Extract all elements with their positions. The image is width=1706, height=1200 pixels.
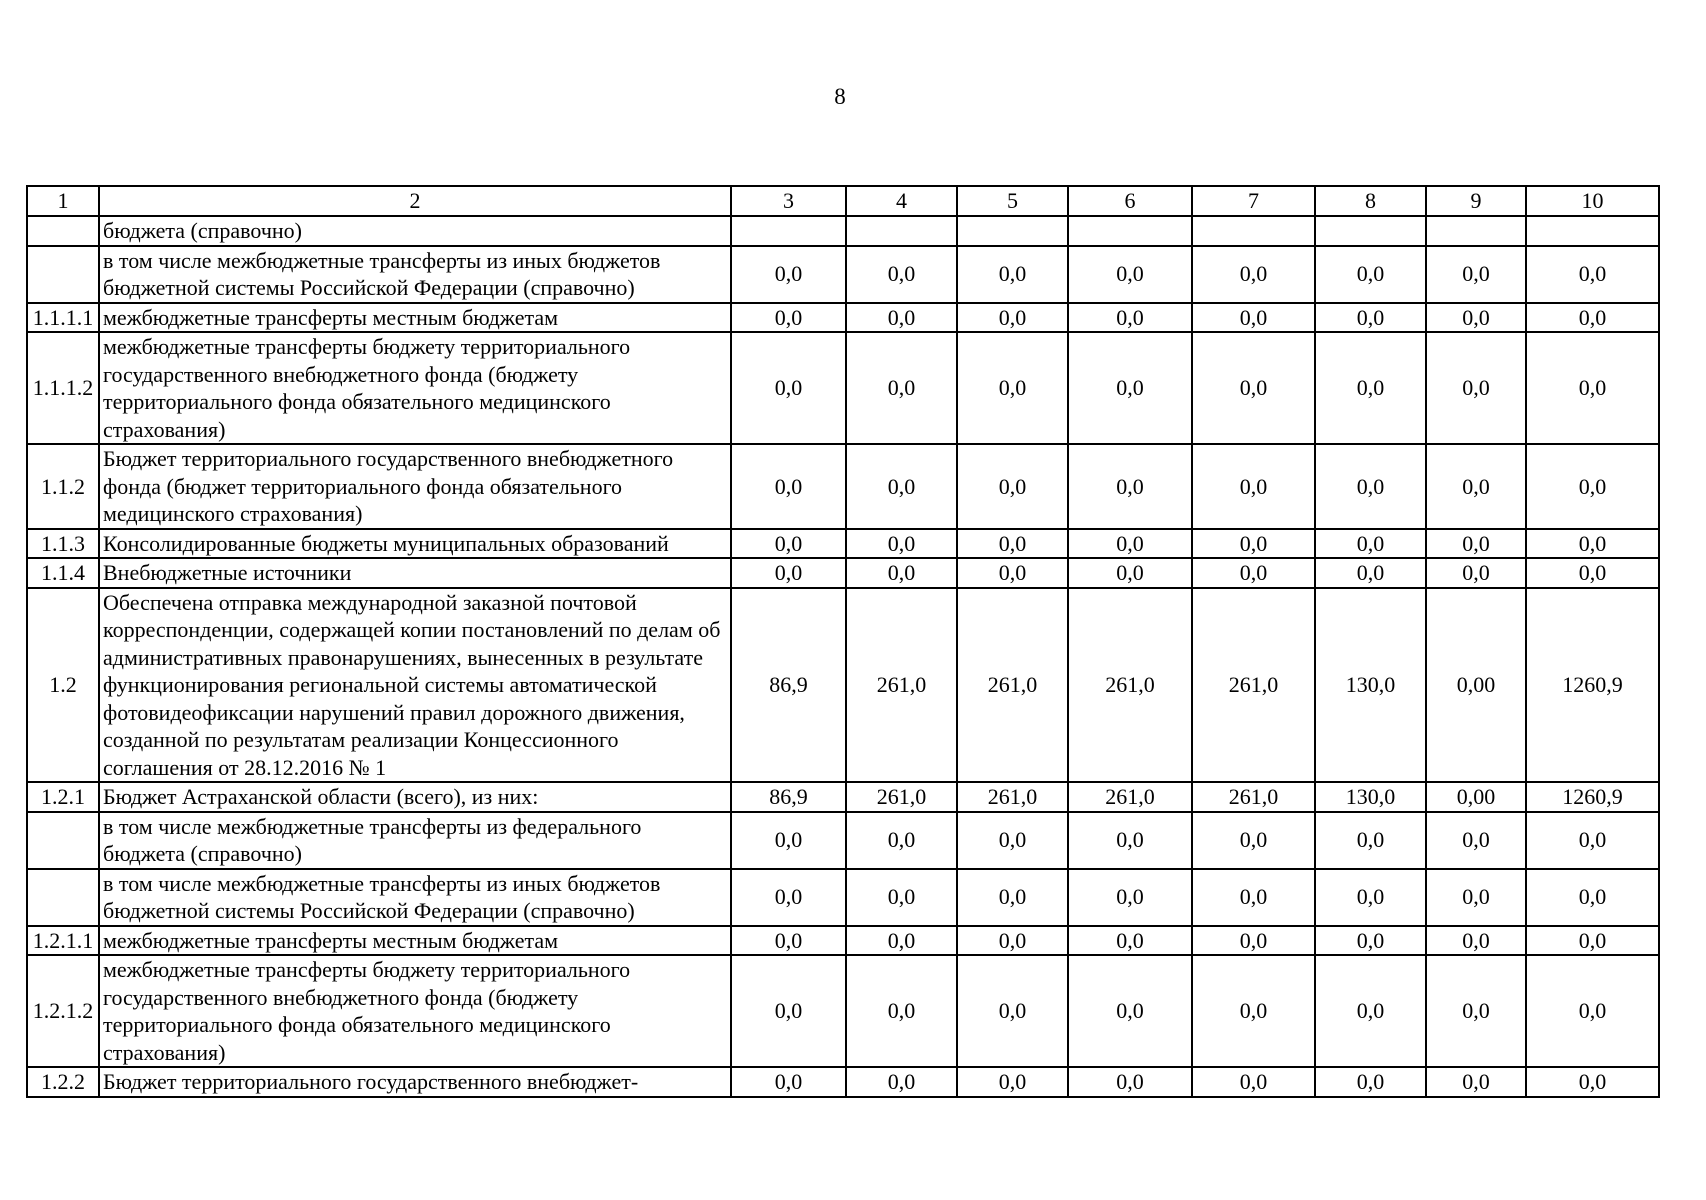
column-header: 9 xyxy=(1426,186,1526,216)
value-cell: 0,0 xyxy=(1426,558,1526,588)
row-code: 1.1.3 xyxy=(27,529,99,559)
value-cell: 0,0 xyxy=(1426,529,1526,559)
value-cell: 0,0 xyxy=(957,869,1068,926)
value-cell: 0,0 xyxy=(1526,529,1659,559)
value-cell: 0,0 xyxy=(731,444,846,529)
column-header: 7 xyxy=(1192,186,1315,216)
row-description: Консолидированные бюджеты муниципальных образований xyxy=(99,529,731,559)
value-cell: 0,0 xyxy=(846,332,957,444)
value-cell: 0,0 xyxy=(1526,812,1659,869)
value-cell: 0,0 xyxy=(1426,332,1526,444)
value-cell: 0,0 xyxy=(846,812,957,869)
value-cell: 0,0 xyxy=(1315,529,1426,559)
row-description: межбюджетные трансферты бюджету территориального государственного внебюджетного фонда (бюджету территориального фонда обязательного медицинского страхования) xyxy=(99,955,731,1067)
value-cell: 0,0 xyxy=(1315,444,1426,529)
value-cell: 0,00 xyxy=(1426,782,1526,812)
row-code xyxy=(27,216,99,246)
row-code: 1.2.1.1 xyxy=(27,926,99,956)
value-cell: 261,0 xyxy=(957,782,1068,812)
value-cell: 0,0 xyxy=(1068,246,1192,303)
value-cell: 130,0 xyxy=(1315,782,1426,812)
value-cell: 261,0 xyxy=(1192,782,1315,812)
value-cell: 0,0 xyxy=(1192,955,1315,1067)
row-code: 1.2.1.2 xyxy=(27,955,99,1067)
value-cell: 0,0 xyxy=(957,955,1068,1067)
value-cell: 0,0 xyxy=(1068,869,1192,926)
column-header: 2 xyxy=(99,186,731,216)
row-code: 1.2.1 xyxy=(27,782,99,812)
value-cell: 0,0 xyxy=(1526,869,1659,926)
value-cell: 0,0 xyxy=(1315,955,1426,1067)
table-row xyxy=(27,1067,1659,1097)
value-cell xyxy=(1192,216,1315,246)
row-description: Бюджет Астраханской области (всего), из них: xyxy=(99,782,731,812)
value-cell: 0,0 xyxy=(957,246,1068,303)
row-description: межбюджетные трансферты местным бюджетам xyxy=(99,303,731,333)
row-description: в том числе межбюджетные трансферты из федерального бюджета (справочно) xyxy=(99,812,731,869)
row-code xyxy=(27,869,99,926)
table-row xyxy=(27,812,1659,869)
value-cell: 0,0 xyxy=(731,869,846,926)
value-cell: 0,0 xyxy=(957,926,1068,956)
value-cell: 1260,9 xyxy=(1526,588,1659,783)
value-cell: 0,0 xyxy=(1315,246,1426,303)
value-cell xyxy=(1426,216,1526,246)
value-cell: 0,0 xyxy=(1192,529,1315,559)
value-cell: 0,0 xyxy=(1526,332,1659,444)
row-description: в том числе межбюджетные трансферты из иных бюджетов бюджетной системы Российской Федерации (справочно) xyxy=(99,246,731,303)
column-header: 1 xyxy=(27,186,99,216)
value-cell: 0,0 xyxy=(846,444,957,529)
value-cell: 0,0 xyxy=(731,529,846,559)
value-cell xyxy=(1315,216,1426,246)
value-cell: 0,0 xyxy=(731,303,846,333)
value-cell xyxy=(846,216,957,246)
value-cell: 0,0 xyxy=(731,812,846,869)
value-cell: 0,0 xyxy=(1068,1067,1192,1097)
value-cell: 0,0 xyxy=(846,558,957,588)
column-header: 10 xyxy=(1526,186,1659,216)
table-row xyxy=(27,558,1659,588)
value-cell: 0,0 xyxy=(1192,303,1315,333)
value-cell: 261,0 xyxy=(1192,588,1315,783)
value-cell: 0,0 xyxy=(1526,444,1659,529)
value-cell: 0,0 xyxy=(957,812,1068,869)
value-cell: 0,0 xyxy=(1426,926,1526,956)
value-cell: 0,0 xyxy=(1192,246,1315,303)
value-cell: 0,0 xyxy=(1526,926,1659,956)
value-cell: 0,0 xyxy=(1068,558,1192,588)
value-cell: 261,0 xyxy=(957,588,1068,783)
table-row xyxy=(27,444,1659,529)
value-cell: 0,0 xyxy=(1315,926,1426,956)
value-cell: 0,0 xyxy=(846,303,957,333)
value-cell: 0,00 xyxy=(1426,588,1526,783)
value-cell: 0,0 xyxy=(846,955,957,1067)
value-cell: 0,0 xyxy=(1192,558,1315,588)
value-cell: 0,0 xyxy=(731,926,846,956)
value-cell: 0,0 xyxy=(846,529,957,559)
value-cell: 0,0 xyxy=(1426,812,1526,869)
row-code: 1.2.2 xyxy=(27,1067,99,1097)
value-cell: 0,0 xyxy=(1192,869,1315,926)
value-cell: 0,0 xyxy=(1526,955,1659,1067)
value-cell: 1260,9 xyxy=(1526,782,1659,812)
column-header: 8 xyxy=(1315,186,1426,216)
row-code: 1.2 xyxy=(27,588,99,783)
column-header: 5 xyxy=(957,186,1068,216)
table-body xyxy=(27,216,1659,1097)
page-number: 8 xyxy=(834,84,846,109)
column-header: 3 xyxy=(731,186,846,216)
value-cell xyxy=(731,216,846,246)
value-cell: 0,0 xyxy=(1068,444,1192,529)
value-cell: 0,0 xyxy=(1315,332,1426,444)
value-cell: 0,0 xyxy=(846,926,957,956)
value-cell: 0,0 xyxy=(1426,444,1526,529)
row-code xyxy=(27,246,99,303)
value-cell: 0,0 xyxy=(1192,812,1315,869)
value-cell: 261,0 xyxy=(846,782,957,812)
value-cell: 0,0 xyxy=(1068,303,1192,333)
row-code: 1.1.2 xyxy=(27,444,99,529)
table-row xyxy=(27,926,1659,956)
value-cell: 0,0 xyxy=(1315,303,1426,333)
value-cell: 0,0 xyxy=(1315,812,1426,869)
value-cell: 130,0 xyxy=(1315,588,1426,783)
table-row xyxy=(27,303,1659,333)
table-row xyxy=(27,869,1659,926)
row-code: 1.1.1.2 xyxy=(27,332,99,444)
value-cell xyxy=(1526,216,1659,246)
row-description: Обеспечена отправка международной заказной почтовой корреспонденции, содержащей копии постановлений по делам об административных правонарушениях, вынесенных в результате функционирования региональной системы автоматической фотовидеофиксации нарушений правил дорожного движения, созданной по результатам реализации Концессионного соглашения от 28.12.2016 № 1 xyxy=(99,588,731,783)
value-cell: 0,0 xyxy=(957,303,1068,333)
table-row xyxy=(27,529,1659,559)
value-cell: 0,0 xyxy=(1068,955,1192,1067)
value-cell: 0,0 xyxy=(1315,558,1426,588)
value-cell: 0,0 xyxy=(1426,1067,1526,1097)
table-row xyxy=(27,332,1659,444)
value-cell: 261,0 xyxy=(846,588,957,783)
row-code: 1.1.1.1 xyxy=(27,303,99,333)
value-cell: 0,0 xyxy=(846,869,957,926)
row-description: межбюджетные трансферты бюджету территориального государственного внебюджетного фонда (бюджету территориального фонда обязательного медицинского страхования) xyxy=(99,332,731,444)
row-description: межбюджетные трансферты местным бюджетам xyxy=(99,926,731,956)
column-header: 4 xyxy=(846,186,957,216)
value-cell: 0,0 xyxy=(1426,303,1526,333)
header-row xyxy=(27,186,1659,216)
row-description: Внебюджетные источники xyxy=(99,558,731,588)
value-cell: 0,0 xyxy=(957,332,1068,444)
value-cell: 0,0 xyxy=(731,246,846,303)
value-cell: 86,9 xyxy=(731,588,846,783)
row-description: Бюджет территориального государственного внебюджет- xyxy=(99,1067,731,1097)
value-cell: 0,0 xyxy=(1526,558,1659,588)
value-cell: 0,0 xyxy=(957,529,1068,559)
value-cell: 0,0 xyxy=(1315,869,1426,926)
value-cell: 0,0 xyxy=(731,332,846,444)
row-description: в том числе межбюджетные трансферты из иных бюджетов бюджетной системы Российской Федерации (справочно) xyxy=(99,869,731,926)
value-cell xyxy=(957,216,1068,246)
value-cell: 0,0 xyxy=(1068,812,1192,869)
value-cell: 0,0 xyxy=(846,246,957,303)
value-cell: 0,0 xyxy=(957,558,1068,588)
row-description: бюджета (справочно) xyxy=(99,216,731,246)
row-description: Бюджет территориального государственного внебюджетного фонда (бюджет территориального фонда обязательного медицинского страхования) xyxy=(99,444,731,529)
column-header: 6 xyxy=(1068,186,1192,216)
value-cell: 0,0 xyxy=(1426,955,1526,1067)
table-row xyxy=(27,955,1659,1067)
row-code xyxy=(27,812,99,869)
value-cell: 0,0 xyxy=(1526,246,1659,303)
value-cell: 0,0 xyxy=(1315,1067,1426,1097)
value-cell xyxy=(1068,216,1192,246)
value-cell: 0,0 xyxy=(1526,1067,1659,1097)
value-cell: 261,0 xyxy=(1068,588,1192,783)
value-cell: 0,0 xyxy=(1426,246,1526,303)
value-cell: 86,9 xyxy=(731,782,846,812)
value-cell: 261,0 xyxy=(1068,782,1192,812)
table-row xyxy=(27,246,1659,303)
value-cell: 0,0 xyxy=(731,558,846,588)
value-cell: 0,0 xyxy=(1068,332,1192,444)
value-cell: 0,0 xyxy=(1426,869,1526,926)
table-row xyxy=(27,588,1659,783)
value-cell: 0,0 xyxy=(1192,926,1315,956)
value-cell: 0,0 xyxy=(846,1067,957,1097)
value-cell: 0,0 xyxy=(731,955,846,1067)
value-cell: 0,0 xyxy=(1192,332,1315,444)
value-cell: 0,0 xyxy=(1068,926,1192,956)
row-code: 1.1.4 xyxy=(27,558,99,588)
value-cell: 0,0 xyxy=(1192,444,1315,529)
table-row xyxy=(27,216,1659,246)
value-cell: 0,0 xyxy=(1526,303,1659,333)
value-cell: 0,0 xyxy=(957,444,1068,529)
budget-table xyxy=(26,185,1660,1098)
value-cell: 0,0 xyxy=(731,1067,846,1097)
table-row xyxy=(27,782,1659,812)
value-cell: 0,0 xyxy=(957,1067,1068,1097)
value-cell: 0,0 xyxy=(1192,1067,1315,1097)
value-cell: 0,0 xyxy=(1068,529,1192,559)
